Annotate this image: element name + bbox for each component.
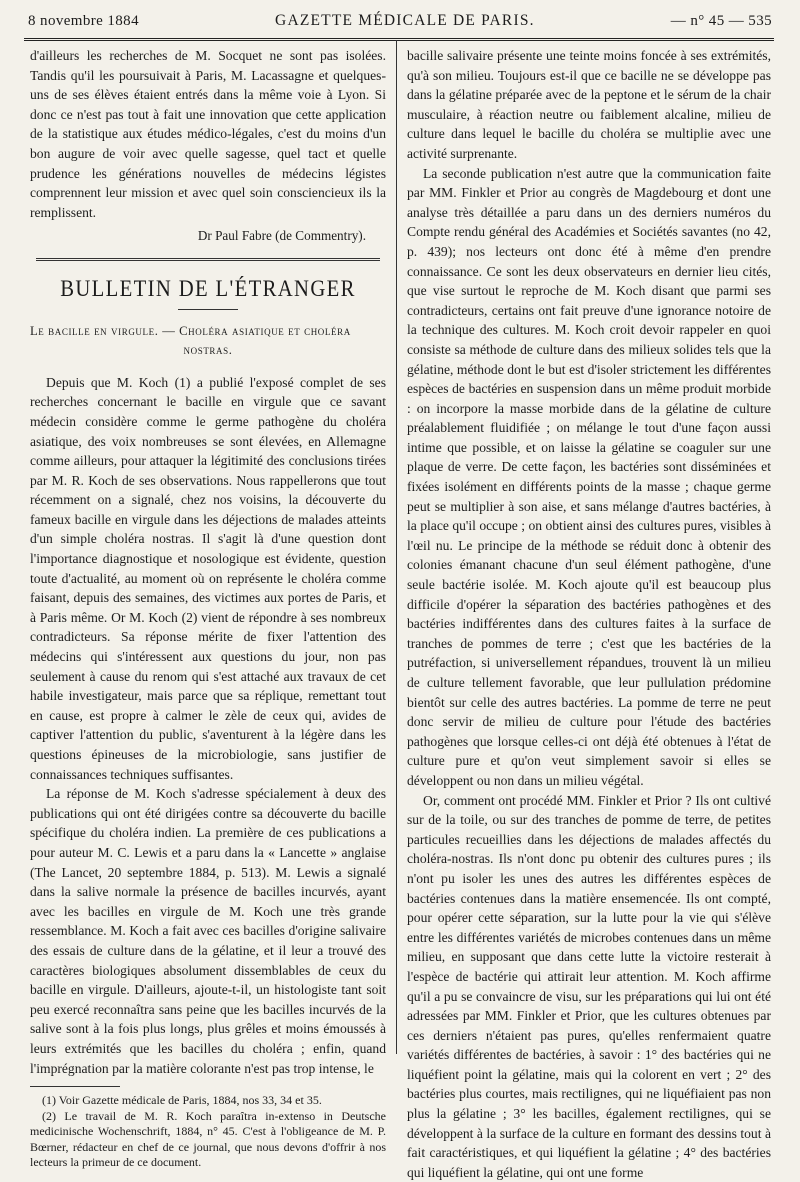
header-date: 8 novembre 1884 [28, 13, 139, 29]
right-column [407, 46, 771, 1182]
header-issue-page: — n° 45 — 535 [670, 13, 772, 29]
section-title: BULLETIN DE L'ÉTRANGER [60, 275, 356, 301]
left-column [30, 46, 386, 1171]
footnotes [30, 1093, 386, 1171]
article-paragraph-1: Depuis que M. Koch (1) a publié l'exposé complet de ses recherches concernant le bacille en virgule que ce savant médecin considère comme le germe pathogène du choléra asiatique, des voix nombreuses se sont élevées, en Allemagne comme ailleurs, pour attaquer la légitimité des conclusions tirées par M. R. Koch de ses observations. Nous rappellerons que tout récemment on a signalé, chez nos voisins, la découverte du fameux bacille en virgule dans les déjections de malades atteints d'un simple choléra nostras. Il s'agit là d'une question dont l'importance diagnostique et nosologique est évidente, question toute d'actualité, au moment où on représente le choléra comme faisant, depuis des semaines, des victimes aux portes de Paris, et à Paris même. Or M. Koch (2) vient de répondre à ses nombreux contradicteurs. Sa réponse mérite de fixer l'attention des médecins qui s'intéressent aux questions du jour, non pas seulement à cause du renom qui s'est attaché aux travaux de cet habile investigateur, mais parce que sa réplique, remettant tout en cause, est propre à calmer le zèle de ceux qui, avides de captiver l'attention du public, s'aventurent à la légère dans les questions épineuses de la microbiologie, sans justifier de connaissances techniques suffisantes. [30, 374, 386, 782]
column-divider [396, 40, 397, 1054]
page-header [28, 12, 772, 38]
article-paragraph-2: La réponse de M. Koch s'adresse spécialement à deux des publications qui ont été dirigées contre sa découverte du bacille spécifique du choléra indien. La première de ces publications a pour auteur M. C. Lewis et a paru dans la « Lancette » anglaise (The Lancet, 20 septembre 1884, p. 513). M. Lewis a signalé dans la salive normale la présence de bacilles incurvés, ayant avec les bacilles en virgule de M. Koch une très grande ressemblance. M. Koch a fait avec ces bacilles d'origine salivaire des essais de culture dans de la gélatine, et il leur a trouvé des caractères biologiques absolument dissemblables de ceux du bacille en virgule. D'ailleurs, ajoute-t-il, un histologiste tant soit peu exercé reconnaîtra sans peine que les bacilles incurvés de la salive sont à la fois plus longs, plus grêles et moins émoussés à leurs extrémités que les bacilles du choléra ; enfin, quand l'imprégnation par la matière colorante n'est pas trop intense, le [30, 786, 386, 1076]
subheading-line2: nostras. [183, 343, 233, 358]
title-rule [178, 309, 238, 310]
article-subheading [30, 322, 386, 361]
footnote-rule [30, 1086, 120, 1087]
author-signature: Dr Paul Fabre (de Commentry). [197, 228, 366, 244]
intro-paragraph: d'ailleurs les recherches de M. Socquet ne sont pas isolées. Tandis qu'il les poursuivait à Paris, M. Lacassagne et quelques-uns de ses élèves étaient entrés dans la même voie à Lyon. Si donc ce n'est pas tout à fait une innovation que cette application de la statistique aux études médico-légales, c'est du moins d'un bon augure de voir avec quelle sagesse, quel tact et quelle prudence les générations nouvelles de médecins légistes comprennent leur mission et avec quel soin consciencieux ils la remplissent. [30, 48, 386, 220]
footnote-2: (2) Le travail de M. R. Koch paraîtra in-extenso in Deutsche medicinische Wochenschrift, 1884, n° 45. C'est à l'obligeance de M. P. Bœrner, rédacteur en chef de ce journal, que nous devons d'offrir à nos lecteurs la primeur de ce document. [30, 1108, 386, 1170]
header-rule [24, 38, 774, 41]
article-paragraph-5: Or, comment ont procédé MM. Finkler et Prior ? Ils ont cultivé sur de la toile, ou sur des tranches de pomme de terre, de petites particules recueillies dans les déjections de malades affectés du choléra-nostras. Ils n'ont donc pu obtenir des cultures pures ; ils n'ont pu isoler les unes des autres les différentes espèces de bactéries contenues dans la matière ensemencée. Ils ont compté, pour opérer cette séparation, sur la lutte pour la vie qui s'élève entre les différentes variétés de microbes contenues dans un même milieu, en supposant que dans cette lutte la victoire resterait à l'espèce de bactérie qui attirait leur attention. M. Koch affirme qu'il a pu se convaincre de visu, sur les préparations qui lui ont été adressées par MM. Finkler et Prior, que les cultures obtenues par ces derniers n'étaient pas pures, qu'elles renfermaient quatre variétés différentes de bactéries, à savoir : 1° des bactéries qui ne liquéfient point la gélatine, mais qui la colorent en vert ; 2° des bactéries plus courtes, mais rectilignes, qui ne liquéfiaient pas non plus la gélatine ; 3° les bacilles, également rectilignes, qui se développent à la surface de la culture en formant des dessins tout à fait caractéristiques, et qui liquéfient la gélatine ; 4° des bactéries qui liquéfient la gélatine, qui ont une forme [407, 792, 771, 1180]
subheading-line1: Le bacille en virgule. — Choléra asiatique et choléra [30, 323, 351, 338]
article-paragraph-4: La seconde publication n'est autre que la communication faite par MM. Finkler et Prior au congrès de Magdebourg et dont une analyse très détaillée a paru dans un des derniers numéros du Compte rendu général des Académies et Sociétés savantes (no 42, p. 439); nos lecteurs ont donc été à même d'en prendre connaissance. Ce sont les deux observateurs en dernier lieu cités, que vise surtout le reproche de M. Koch disant que parmi ses contradicteurs, certains ont fait preuve d'une ignorance notoire de la technique des cultures. M. Koch croit devoir rappeler en quoi consiste sa méthode de culture dans des milieux solides tels que la gélatine, méthode dont le but est d'isoler strictement les différentes espèces de bactéries en suspension dans un même produit morbide : on incorpore la masse morbide dans de la gélatine de culture préalablement fluidifiée ; on mélange le tout d'une façon aussi intime que possible, et on laisse la gélatine se coaguler sur une plaque de verre. De cette façon, les bactéries sont disséminées et fixées isolément en différents points de la masse ; chaque germe peut se multiplier à son aise, et sans mélange d'autres bactéries, à la place qu'il occupe ; on obtient ainsi des cultures pures, visibles à l'œil nu. Le principe de la méthode se réduit donc à obtenir des colonies émanant chacune d'un seul élément pathogène, d'une seule bactérie isolée. M. Koch ajoute qu'il est beaucoup plus difficile d'opérer la séparation des bactéries pathogènes et des bactéries indifférentes dans des cultures faites à la surface de tranches de pommes de terre ; c'est que les bactéries de la putréfaction, si universellement répandues, trouvent là un milieu de culture tellement favorable, que leur pullulation prédomine bientôt sur celle des autres bactéries. La pomme de terre ne peut donc servir de milieu de culture pour l'étude des bactéries pathogènes que lorsque celles-ci ont déjà été obtenues à l'état de culture pure et qu'on veut simplement savoir si elles se développent ou non dans un milieu végétal. [407, 165, 771, 788]
footnote-1: (1) Voir Gazette médicale de Paris, 1884, nos 33, 34 et 35. [42, 1093, 322, 1108]
header-title: GAZETTE MÉDICALE DE PARIS. [275, 12, 535, 29]
section-separator [36, 258, 380, 261]
article-paragraph-3: bacille salivaire présente une teinte moins foncée à ses extrémités, qu'à son milieu. Toujours est-il que ce bacille ne se développe pas dans la gélatine préparée avec de la peptone et le sérum de la chair musculaire, à réaction neutre ou faiblement alcaline, milieu de culture dans lequel le bacille du choléra se multiplie avec une activité surprenante. [407, 48, 771, 161]
